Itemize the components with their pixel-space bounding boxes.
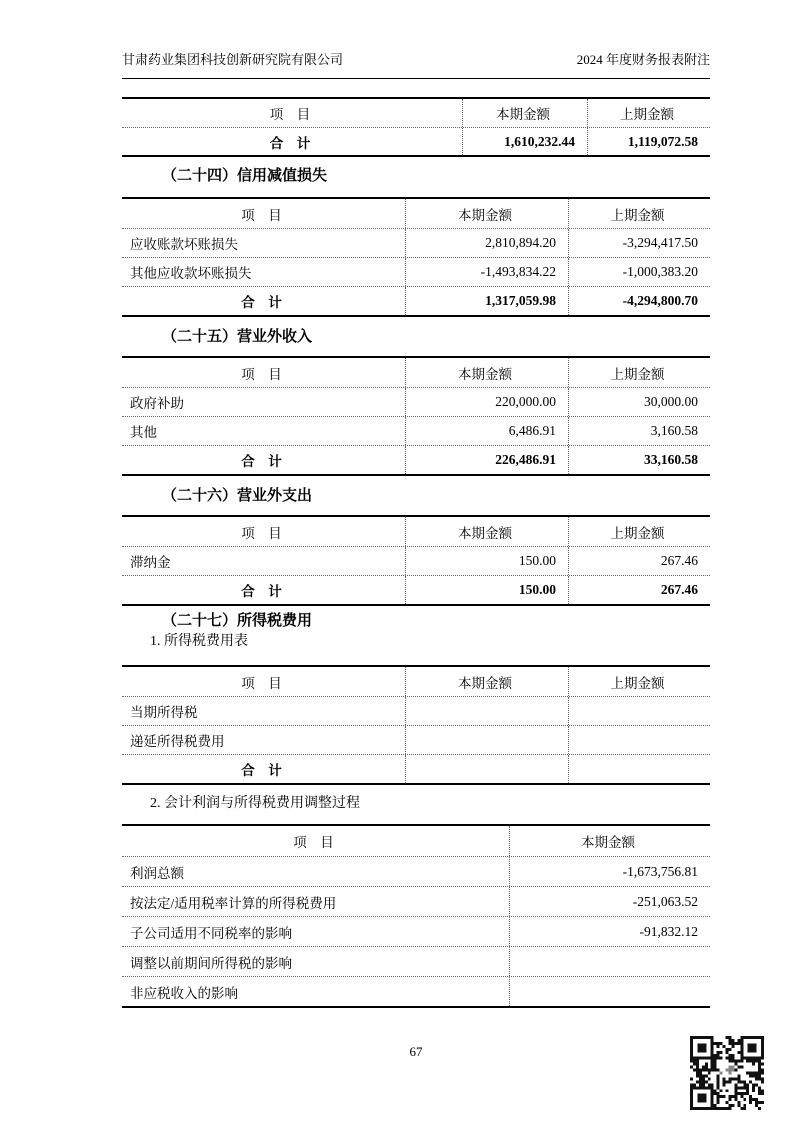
item-cell: 子公司适用不同税率的影响 — [130, 925, 292, 941]
table-row — [122, 696, 710, 725]
item-cell: 调整以前期间所得税的影响 — [130, 955, 292, 971]
current-amount-cell: 2,810,894.20 — [405, 229, 568, 257]
total-label-cell: 合 计 — [241, 454, 282, 469]
current-amount-cell — [405, 726, 568, 754]
current-amount-cell: 1,610,232.44 — [462, 128, 587, 155]
prior-amount-cell: -1,000,383.20 — [568, 258, 710, 286]
total-label-cell: 合 计 — [269, 135, 311, 151]
table-row — [122, 946, 710, 976]
table-header-row — [122, 358, 710, 387]
subsection-title-income-tax-table: 1. 所得税费用表 — [150, 634, 248, 649]
item-header-cell: 项 目 — [241, 207, 282, 223]
table-row — [122, 416, 710, 445]
table-row — [122, 257, 710, 286]
page-header — [122, 0, 710, 79]
section-title-26: （二十六）营业外支出 — [162, 488, 313, 504]
credit-impairment-table — [122, 197, 710, 317]
table-header-row — [122, 826, 710, 856]
item-cell: 利润总额 — [130, 865, 184, 881]
prior-amount-cell: -3,294,417.50 — [568, 229, 710, 257]
carryover-total-table — [122, 97, 710, 157]
table-header-row — [122, 517, 710, 546]
total-label-cell: 合 计 — [241, 763, 282, 778]
table-row — [122, 856, 710, 886]
current-amount-header-cell: 本期金额 — [405, 667, 568, 696]
current-amount-header-cell: 本期金额 — [462, 99, 587, 127]
prior-amount-cell: -4,294,800.70 — [568, 287, 710, 315]
current-amount-cell: 150.00 — [405, 547, 568, 575]
item-cell: 按法定/适用税率计算的所得税费用 — [130, 895, 337, 911]
current-amount-cell — [509, 977, 710, 1006]
current-amount-cell: 226,486.91 — [405, 446, 568, 474]
table-row — [122, 886, 710, 916]
current-amount-cell: -91,832.12 — [509, 917, 710, 946]
page-number: 67 — [409, 1044, 423, 1059]
tax-adjustment-table — [122, 824, 710, 1008]
total-row — [122, 127, 710, 155]
current-amount-cell — [405, 755, 568, 783]
table-row — [122, 546, 710, 575]
table-row — [122, 916, 710, 946]
prior-amount-cell — [568, 726, 710, 754]
current-amount-header-cell: 本期金额 — [405, 199, 568, 228]
item-cell: 非应税收入的影响 — [130, 985, 238, 1001]
table-row — [122, 976, 710, 1006]
item-cell: 滞纳金 — [130, 555, 171, 570]
page-content — [122, 0, 710, 1062]
prior-amount-cell — [568, 755, 710, 783]
prior-amount-cell: 267.46 — [568, 547, 710, 575]
prior-amount-cell: 3,160.58 — [568, 417, 710, 445]
current-amount-cell — [509, 947, 710, 976]
doc-title: 2024 年度财务报表附注 — [576, 52, 710, 67]
current-amount-cell — [405, 697, 568, 725]
total-row — [122, 445, 710, 474]
current-amount-cell: 1,317,059.98 — [405, 287, 568, 315]
item-header-cell: 项 目 — [269, 107, 311, 122]
item-cell: 其他 — [130, 425, 157, 440]
table-row — [122, 387, 710, 416]
non-operating-income-table — [122, 356, 710, 476]
subsection-title-tax-adjustment: 2. 会计利润与所得税费用调整过程 — [150, 796, 360, 811]
section-title-25: （二十五）营业外收入 — [162, 329, 313, 345]
non-operating-expense-table — [122, 515, 710, 606]
company-name: 甘肃药业集团科技创新研究院有限公司 — [122, 52, 344, 67]
current-amount-cell: -1,493,834.22 — [405, 258, 568, 286]
prior-amount-header-cell: 上期金额 — [587, 99, 710, 127]
prior-amount-header-cell: 上期金额 — [568, 667, 710, 696]
prior-amount-header-cell: 上期金额 — [568, 199, 710, 228]
current-amount-header-cell: 本期金额 — [405, 358, 568, 387]
section-title-24: （二十四）信用减值损失 — [162, 168, 328, 184]
qr-code — [690, 1036, 764, 1110]
item-cell: 当期所得税 — [130, 705, 198, 720]
total-row — [122, 754, 710, 783]
table-row — [122, 228, 710, 257]
item-cell: 政府补助 — [130, 396, 184, 411]
current-amount-cell: 150.00 — [405, 576, 568, 604]
prior-amount-cell: 30,000.00 — [568, 388, 710, 416]
income-tax-expense-table — [122, 665, 710, 785]
prior-amount-header-cell: 上期金额 — [568, 358, 710, 387]
table-header-row — [122, 199, 710, 228]
item-header-cell: 项 目 — [241, 366, 282, 382]
total-row — [122, 575, 710, 604]
prior-amount-header-cell: 上期金额 — [568, 517, 710, 546]
current-amount-cell: 220,000.00 — [405, 388, 568, 416]
table-row — [122, 725, 710, 754]
item-cell: 应收账款坏账损失 — [130, 237, 238, 252]
current-amount-cell: -1,673,756.81 — [509, 857, 710, 886]
item-header-cell: 项 目 — [293, 835, 334, 850]
item-header-cell: 项 目 — [241, 525, 282, 541]
current-amount-header-cell: 本期金额 — [405, 517, 568, 546]
prior-amount-cell: 267.46 — [568, 576, 710, 604]
total-row — [122, 286, 710, 315]
prior-amount-cell: 33,160.58 — [568, 446, 710, 474]
table-header-row — [122, 667, 710, 696]
section-title-27: （二十七）所得税费用 — [162, 613, 313, 629]
item-cell: 递延所得税费用 — [130, 734, 225, 749]
prior-amount-cell: 1,119,072.58 — [587, 128, 710, 155]
total-label-cell: 合 计 — [241, 584, 282, 599]
prior-amount-cell — [568, 697, 710, 725]
current-amount-header-cell: 本期金额 — [509, 826, 710, 856]
item-cell: 其他应收款坏账损失 — [130, 266, 252, 281]
current-amount-cell: 6,486.91 — [405, 417, 568, 445]
item-header-cell: 项 目 — [241, 675, 282, 691]
total-label-cell: 合 计 — [241, 295, 282, 310]
table-header-row — [122, 99, 710, 127]
current-amount-cell: -251,063.52 — [509, 887, 710, 916]
